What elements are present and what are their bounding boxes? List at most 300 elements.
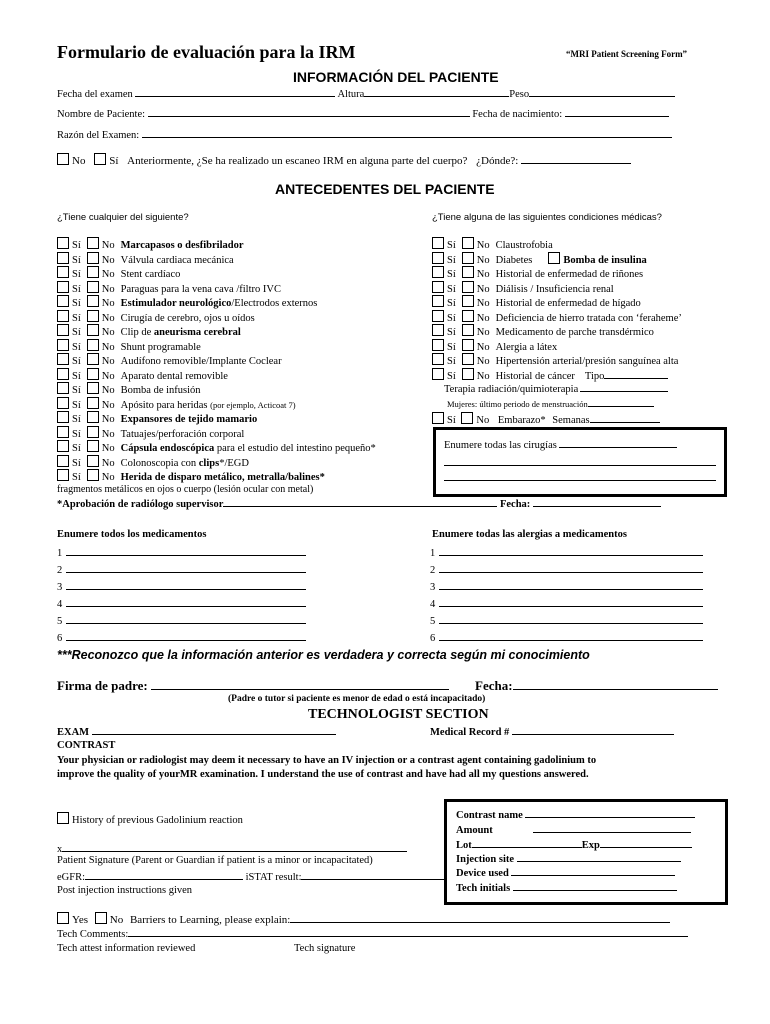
right-yes-checkbox[interactable] xyxy=(432,237,444,249)
no-label: No xyxy=(101,457,115,469)
height-label: Altura xyxy=(337,89,365,100)
no-label: No xyxy=(101,385,115,396)
medication-field[interactable] xyxy=(66,614,306,624)
no-label: No xyxy=(72,155,86,167)
parent-signature-label: Firma de padre: xyxy=(57,678,148,693)
medication-line xyxy=(57,546,306,560)
condition-text: Medicamento de parche transdérmico xyxy=(495,327,654,338)
left-no-checkbox[interactable] xyxy=(87,455,99,467)
right-no-checkbox[interactable] xyxy=(462,353,474,365)
patient-signature-field[interactable] xyxy=(62,842,407,852)
yes-label: Sí xyxy=(72,327,81,338)
left-history-row xyxy=(57,353,282,367)
height-field[interactable] xyxy=(364,87,509,97)
right-yes-checkbox[interactable] xyxy=(432,310,444,322)
left-history-row xyxy=(57,324,241,338)
exam-reason-label: Razón del Examen: xyxy=(57,130,140,141)
left-history-row xyxy=(57,237,244,251)
barriers-no-checkbox[interactable] xyxy=(95,912,107,924)
lot-label: Lot xyxy=(456,840,472,851)
yes-label: Sí xyxy=(72,312,81,324)
right-no-checkbox[interactable] xyxy=(462,295,474,307)
weight-field[interactable] xyxy=(529,87,675,97)
no-label: No xyxy=(476,370,490,382)
left-yes-checkbox[interactable] xyxy=(57,266,69,278)
condition-text: Claustrofobia xyxy=(495,240,553,251)
item-text: Apósito para heridas xyxy=(120,399,211,411)
barriers-yes-checkbox[interactable] xyxy=(57,912,69,924)
istat-field[interactable] xyxy=(301,870,447,880)
right-yes-checkbox[interactable] xyxy=(432,252,444,264)
left-yes-checkbox[interactable] xyxy=(57,397,69,409)
item-text: Stent cardíaco xyxy=(120,269,181,280)
radiation-label: Terapia radiación/quimioterapia xyxy=(444,384,579,395)
medication-line xyxy=(57,563,306,577)
yes-label: Sí xyxy=(72,385,81,396)
tech-signature-label: Tech signature xyxy=(294,943,356,954)
item-text-suffix: /Electrodos externos xyxy=(231,298,318,309)
injection-site-field[interactable] xyxy=(517,852,681,862)
medication-number: 5 xyxy=(57,616,63,627)
gadolinium-checkbox[interactable] xyxy=(57,812,69,824)
acknowledgement: ***Reconozco que la información anterior es verdadera y correcta según mi conocimiento xyxy=(57,648,590,662)
no-label: No xyxy=(476,312,490,324)
allergy-number: 1 xyxy=(430,548,436,559)
allergy-field[interactable] xyxy=(439,580,703,590)
pregnancy-no-checkbox[interactable] xyxy=(461,412,473,424)
yes-label: Sí xyxy=(447,356,456,367)
medical-record-label: Medical Record # xyxy=(430,727,510,738)
item-text-bold: clips xyxy=(198,457,220,469)
allergy-field[interactable] xyxy=(439,563,703,573)
left-history-row xyxy=(57,368,228,382)
weight-label: Peso xyxy=(509,89,530,100)
barriers-field[interactable] xyxy=(290,913,670,923)
device-used-label: Device used xyxy=(456,868,509,879)
condition-text: Diálisis / Insuficiencia renal xyxy=(495,283,614,295)
yes-label: Sí xyxy=(109,155,119,167)
allergies-heading: Enumere todas las alergias a medicamentos xyxy=(432,529,627,540)
item-text: Aparato dental removible xyxy=(120,370,228,382)
item-text: Bomba de infusión xyxy=(120,385,201,396)
surgeries-box xyxy=(433,427,727,497)
surgeries-field-2[interactable] xyxy=(444,465,716,466)
yes-label: Sí xyxy=(72,298,81,309)
yes-label: Yes xyxy=(72,914,89,926)
right-yes-checkbox[interactable] xyxy=(432,339,444,351)
exam-reason-field[interactable] xyxy=(142,128,672,138)
right-no-checkbox[interactable] xyxy=(462,237,474,249)
right-yes-checkbox[interactable] xyxy=(432,295,444,307)
istat-label: iSTAT result: xyxy=(245,872,302,883)
radiologist-approval-field[interactable] xyxy=(223,497,497,507)
right-history-row xyxy=(432,353,678,367)
allergy-field[interactable] xyxy=(439,631,703,641)
amount-field[interactable] xyxy=(533,823,691,833)
cancer-type-label: Tipo xyxy=(584,370,605,382)
allergy-line xyxy=(430,614,703,628)
condition-text: Historial de cáncer xyxy=(495,370,575,382)
right-no-checkbox[interactable] xyxy=(462,368,474,380)
left-history-row xyxy=(57,281,281,295)
yes-label: Sí xyxy=(447,370,456,382)
medication-field[interactable] xyxy=(66,580,306,590)
no-label: No xyxy=(101,298,115,309)
left-history-row xyxy=(57,382,201,396)
item-text-bold: aneurisma cerebral xyxy=(153,327,241,338)
no-label: No xyxy=(101,414,115,425)
no-label: No xyxy=(109,914,124,926)
no-label: No xyxy=(476,341,490,353)
exam-date-label: Fecha del examen xyxy=(57,89,133,100)
yes-label: Sí xyxy=(72,443,81,454)
left-yes-checkbox[interactable] xyxy=(57,382,69,394)
no-label: No xyxy=(101,370,115,382)
left-yes-checkbox[interactable] xyxy=(57,411,69,423)
no-label: No xyxy=(476,327,490,338)
left-history-row xyxy=(57,295,317,309)
left-yes-checkbox[interactable] xyxy=(57,281,69,293)
left-history-row xyxy=(57,397,296,411)
left-no-checkbox[interactable] xyxy=(87,368,99,380)
right-history-row xyxy=(432,339,557,353)
left-yes-checkbox[interactable] xyxy=(57,237,69,249)
yes-label: Sí xyxy=(447,341,456,353)
item-text: Audífono removible/Implante Coclear xyxy=(120,356,282,367)
right-no-checkbox[interactable] xyxy=(462,310,474,322)
allergy-number: 6 xyxy=(430,633,436,644)
left-history-row xyxy=(57,469,325,483)
allergy-field[interactable] xyxy=(439,614,703,624)
left-no-checkbox[interactable] xyxy=(87,440,99,452)
where-field[interactable] xyxy=(521,154,631,164)
left-yes-checkbox[interactable] xyxy=(57,469,69,481)
parent-date-label: Fecha: xyxy=(475,678,513,693)
medication-number: 4 xyxy=(57,599,63,610)
parent-signature-field[interactable] xyxy=(151,678,449,690)
tech-initials-field[interactable] xyxy=(513,881,677,891)
allergy-line xyxy=(430,631,703,645)
tech-comments-field[interactable] xyxy=(128,927,688,937)
left-yes-checkbox[interactable] xyxy=(57,440,69,452)
item-text: Colonoscopia con xyxy=(120,457,199,469)
yes-label: Sí xyxy=(447,327,456,338)
menstruation-field[interactable] xyxy=(588,397,654,407)
allergy-line xyxy=(430,563,703,577)
tech-attest-label: Tech attest information reviewed xyxy=(57,943,196,954)
item-text-bold: Herida de disparo metálico, metralla/balines* xyxy=(120,472,325,483)
barriers-label: Barriers to Learning, please explain: xyxy=(129,914,291,926)
left-yes-checkbox[interactable] xyxy=(57,368,69,380)
weeks-label: Semanas xyxy=(552,415,590,426)
device-used-field[interactable] xyxy=(511,866,675,876)
right-no-checkbox[interactable] xyxy=(462,339,474,351)
no-label: No xyxy=(101,254,115,266)
condition-text: Deficiencia de hierro tratada con ‘feraheme’ xyxy=(495,312,682,324)
yes-label: Sí xyxy=(447,298,456,309)
condition-text: Historial de enfermedad de hígado xyxy=(495,298,641,309)
birth-date-label: Fecha de nacimiento: xyxy=(472,109,563,120)
left-no-checkbox[interactable] xyxy=(87,382,99,394)
item-text: Paraguas para la vena cava /filtro IVC xyxy=(120,283,281,295)
left-history-row xyxy=(57,455,249,469)
left-no-checkbox[interactable] xyxy=(87,353,99,365)
weeks-field[interactable] xyxy=(590,413,660,423)
left-yes-checkbox[interactable] xyxy=(57,310,69,322)
no-label: No xyxy=(476,240,490,251)
birth-date-field[interactable] xyxy=(565,107,669,117)
surgeries-label: Enumere todas las cirugías xyxy=(444,440,557,451)
no-label: No xyxy=(476,356,490,367)
right-history-row xyxy=(432,310,682,324)
contrast-details-box xyxy=(444,799,728,905)
item-text-suffix: */EGD xyxy=(219,457,249,469)
medication-number: 2 xyxy=(57,565,63,576)
right-history-row xyxy=(432,295,641,309)
yes-label: Sí xyxy=(447,240,456,251)
left-history-row xyxy=(57,440,376,454)
pregnancy-yes-checkbox[interactable] xyxy=(432,412,444,424)
tech-initials-label: Tech initials xyxy=(456,883,511,894)
left-history-row xyxy=(57,252,234,266)
no-label: No xyxy=(101,341,115,353)
item-text-bold: Marcapasos o desfibrilador xyxy=(120,240,244,251)
right-no-checkbox[interactable] xyxy=(462,324,474,336)
left-yes-checkbox[interactable] xyxy=(57,426,69,438)
fragments-note: fragmentos metálicos en ojos o cuerpo (lesión ocular con metal) xyxy=(57,484,314,495)
right-history-row xyxy=(432,237,553,251)
item-text-bold: Expansores de tejido mamario xyxy=(120,414,258,425)
right-question: ¿Tiene alguna de las siguientes condiciones médicas? xyxy=(432,212,662,223)
contrast-text-1: Your physician or radiologist may deem it necessary to have an IV injection or a contrast agent containing gadolinium to xyxy=(57,755,597,766)
left-no-checkbox[interactable] xyxy=(87,295,99,307)
allergy-field[interactable] xyxy=(439,546,703,556)
right-history-row xyxy=(432,281,614,295)
yes-label: Sí xyxy=(72,341,81,353)
left-no-checkbox[interactable] xyxy=(87,252,99,264)
left-yes-checkbox[interactable] xyxy=(57,252,69,264)
right-no-checkbox[interactable] xyxy=(462,252,474,264)
no-label: No xyxy=(476,283,490,295)
yes-label: Sí xyxy=(72,428,81,440)
medication-number: 1 xyxy=(57,548,63,559)
form-subtitle: “MRI Patient Screening Form” xyxy=(566,49,688,59)
injection-site-label: Injection site xyxy=(456,854,515,865)
right-yes-checkbox[interactable] xyxy=(432,266,444,278)
yes-label: Sí xyxy=(72,457,81,469)
yes-label: Sí xyxy=(72,240,81,251)
radiologist-approval-label: *Aprobación de radiólogo supervisor xyxy=(57,499,224,510)
allergy-line xyxy=(430,597,703,611)
left-history-row xyxy=(57,411,257,425)
egfr-label: eGFR: xyxy=(57,872,86,883)
patient-name-label: Nombre de Paciente: xyxy=(57,109,146,120)
no-label: No xyxy=(101,269,115,280)
left-no-checkbox[interactable] xyxy=(87,339,99,351)
left-history-row xyxy=(57,310,255,324)
patient-info-heading: INFORMACIÓN DEL PACIENTE xyxy=(293,69,499,85)
no-label: No xyxy=(476,298,490,309)
left-yes-checkbox[interactable] xyxy=(57,339,69,351)
right-no-checkbox[interactable] xyxy=(462,266,474,278)
no-label: No xyxy=(101,240,115,251)
no-label: No xyxy=(101,356,115,367)
tech-heading: TECHNOLOGIST SECTION xyxy=(308,707,489,722)
surgeries-field-3[interactable] xyxy=(444,480,716,481)
right-history-row xyxy=(432,252,647,266)
allergy-line xyxy=(430,580,703,594)
right-history-row xyxy=(432,368,668,382)
medication-field[interactable] xyxy=(66,631,306,641)
left-no-checkbox[interactable] xyxy=(87,324,99,336)
left-history-row xyxy=(57,266,180,280)
no-label: No xyxy=(476,254,490,266)
medication-line xyxy=(57,580,306,594)
approval-date-label: Fecha: xyxy=(499,499,531,510)
item-text: Shunt programable xyxy=(120,341,201,353)
yes-label: Sí xyxy=(72,254,81,266)
exp-field[interactable] xyxy=(600,838,692,848)
where-label: ¿Dónde?: xyxy=(476,155,519,167)
lot-field[interactable] xyxy=(472,838,582,848)
medical-record-field[interactable] xyxy=(512,725,674,735)
left-no-checkbox[interactable] xyxy=(87,281,99,293)
no-label: No xyxy=(101,283,115,295)
yes-label: Sí xyxy=(447,254,456,266)
left-no-checkbox[interactable] xyxy=(87,411,99,423)
left-no-checkbox[interactable] xyxy=(87,469,99,481)
insulin-pump-label: Bomba de insulina xyxy=(563,254,647,266)
allergy-field[interactable] xyxy=(439,597,703,607)
egfr-field[interactable] xyxy=(85,870,243,880)
pregnancy-label: Embarazo* xyxy=(497,415,546,426)
medication-line xyxy=(57,631,306,645)
condition-text: Diabetes xyxy=(495,254,533,266)
menstruation-label: Mujeres: último periodo de menstruación xyxy=(447,399,588,409)
right-yes-checkbox[interactable] xyxy=(432,281,444,293)
signature-note: (Padre o tutor si paciente es menor de edad o está incapacitado) xyxy=(228,694,486,704)
yes-label: Sí xyxy=(72,472,81,483)
left-yes-checkbox[interactable] xyxy=(57,295,69,307)
left-history-row xyxy=(57,339,201,353)
yes-label: Sí xyxy=(72,399,81,411)
right-no-checkbox[interactable] xyxy=(462,281,474,293)
exam-label: EXAM xyxy=(57,727,90,738)
right-yes-checkbox[interactable] xyxy=(432,324,444,336)
left-yes-checkbox[interactable] xyxy=(57,324,69,336)
prior-scan-no-checkbox[interactable] xyxy=(57,153,69,165)
item-text: Tatuajes/perforación corporal xyxy=(120,428,245,440)
medication-line xyxy=(57,614,306,628)
item-text-bold: Cápsula endoscópica xyxy=(120,443,215,454)
post-injection-label: Post injection instructions given xyxy=(57,885,193,896)
medication-field[interactable] xyxy=(66,563,306,573)
yes-label: Sí xyxy=(72,414,81,425)
prior-scan-yes-checkbox[interactable] xyxy=(94,153,106,165)
no-label: No xyxy=(476,415,490,426)
medications-heading: Enumere todos los medicamentos xyxy=(57,529,207,540)
yes-label: Sí xyxy=(72,370,81,382)
allergy-number: 2 xyxy=(430,565,436,576)
left-no-checkbox[interactable] xyxy=(87,310,99,322)
no-label: No xyxy=(101,428,115,440)
contrast-name-field[interactable] xyxy=(525,808,695,818)
contrast-name-label: Contrast name xyxy=(456,810,523,821)
medication-field[interactable] xyxy=(66,597,306,607)
cancer-type-field[interactable] xyxy=(604,369,668,379)
no-label: No xyxy=(476,269,490,280)
left-no-checkbox[interactable] xyxy=(87,266,99,278)
patient-signature-label: Patient Signature (Parent or Guardian if patient is a minor or incapacitated) xyxy=(57,855,373,866)
contrast-label: CONTRAST xyxy=(57,740,116,751)
gadolinium-label: History of previous Gadolinium reaction xyxy=(72,815,243,826)
exam-date-field[interactable] xyxy=(135,87,335,97)
yes-label: Sí xyxy=(72,283,81,295)
medication-field[interactable] xyxy=(66,546,306,556)
allergy-line xyxy=(430,546,703,560)
condition-text: Historial de enfermedad de riñones xyxy=(495,269,644,280)
left-yes-checkbox[interactable] xyxy=(57,353,69,365)
yes-label: Sí xyxy=(447,415,456,426)
exam-field[interactable] xyxy=(92,725,336,735)
item-text-suffix: para el estudio del intestino pequeño* xyxy=(214,443,376,454)
left-history-row xyxy=(57,426,244,440)
medication-number: 6 xyxy=(57,633,63,644)
allergy-number: 5 xyxy=(430,616,436,627)
parent-date-field[interactable] xyxy=(513,678,718,690)
item-text: Cirugía de cerebro, ojos u oídos xyxy=(120,312,255,324)
tech-comments-label: Tech Comments: xyxy=(57,929,129,940)
right-history-row xyxy=(432,266,643,280)
medication-number: 3 xyxy=(57,582,63,593)
x-label: x xyxy=(57,844,63,855)
allergy-number: 4 xyxy=(430,599,436,610)
yes-label: Sí xyxy=(447,312,456,324)
condition-text: Hipertensión arterial/presión sanguínea alta xyxy=(495,356,679,367)
right-history-row xyxy=(432,324,654,338)
insulin-pump-checkbox[interactable] xyxy=(548,252,560,264)
left-no-checkbox[interactable] xyxy=(87,237,99,249)
no-label: No xyxy=(101,472,115,483)
item-text-bold: Estimulador neurológico xyxy=(120,298,232,309)
contrast-text-2: improve the quality of yourMR examination. I understand the use of contrast and have had all my questions answered. xyxy=(57,769,589,780)
history-heading: ANTECEDENTES DEL PACIENTE xyxy=(275,181,495,197)
right-yes-checkbox[interactable] xyxy=(432,353,444,365)
item-text: Clip de xyxy=(120,327,154,338)
no-label: No xyxy=(101,327,115,338)
patient-name-field[interactable] xyxy=(148,107,470,117)
left-yes-checkbox[interactable] xyxy=(57,455,69,467)
condition-text: Alergia a látex xyxy=(495,341,558,353)
left-no-checkbox[interactable] xyxy=(87,397,99,409)
item-text-suffix: (por ejemplo, Acticoat 7) xyxy=(210,399,296,410)
yes-label: Sí xyxy=(72,269,81,280)
right-yes-checkbox[interactable] xyxy=(432,368,444,380)
yes-label: Sí xyxy=(447,283,456,295)
amount-label: Amount xyxy=(456,825,493,836)
yes-label: Sí xyxy=(447,269,456,280)
approval-date-field[interactable] xyxy=(533,497,661,507)
medication-line xyxy=(57,597,306,611)
left-no-checkbox[interactable] xyxy=(87,426,99,438)
no-label: No xyxy=(101,399,115,411)
radiation-field[interactable] xyxy=(580,382,668,392)
surgeries-field-1[interactable] xyxy=(559,438,677,448)
exp-label: Exp xyxy=(581,840,600,851)
form-title: Formulario de evaluación para la IRM xyxy=(57,42,356,62)
left-question: ¿Tiene cualquier del siguiente? xyxy=(57,212,189,223)
item-text: Válvula cardiaca mecánica xyxy=(120,254,234,266)
